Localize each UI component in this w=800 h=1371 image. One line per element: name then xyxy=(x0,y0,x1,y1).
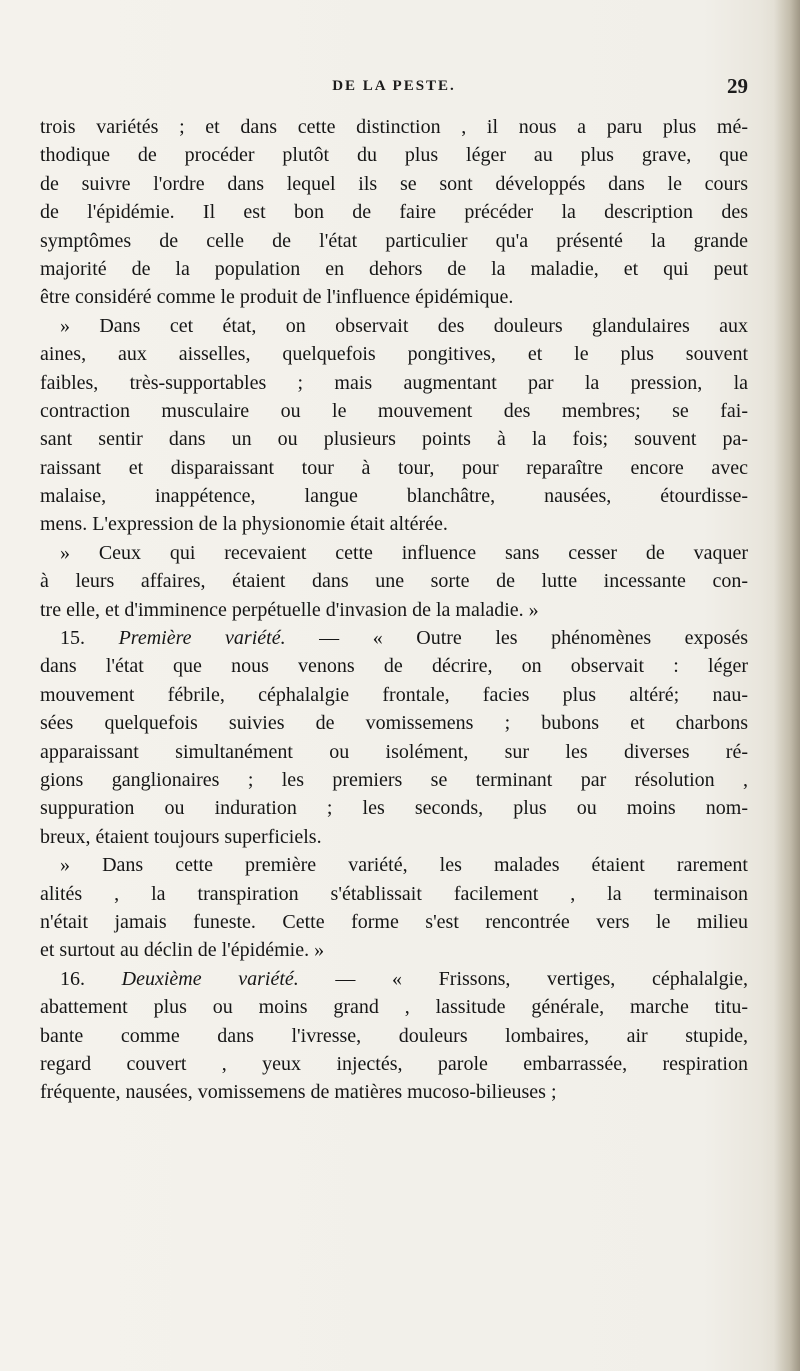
text-line xyxy=(40,283,748,311)
line-text: fréquente, nausées, vomissemens de matières mucoso-bilieuses ; xyxy=(40,1081,557,1104)
text-line xyxy=(40,567,748,595)
line-text: sées quelquefois suivies de vomissemens ; bubons et charbons xyxy=(40,712,748,735)
text-line xyxy=(40,681,748,709)
line-text: contraction musculaire ou le mouvement des membres; se fai- xyxy=(40,399,748,422)
line-text: tre elle, et d'imminence perpétuelle d'invasion de la maladie. » xyxy=(40,598,539,621)
text-line xyxy=(40,1050,748,1078)
text-line xyxy=(40,908,748,936)
text-line xyxy=(40,1022,748,1050)
section-number: 15. xyxy=(60,627,119,650)
line-text: sant sentir dans un ou plusieurs points à la fois; souvent pa- xyxy=(40,428,748,451)
line-text: faibles, très-supportables ; mais augmentant par la pression, la xyxy=(40,371,748,394)
running-head-title: DE LA PESTE. xyxy=(332,78,456,94)
line-text: » Ceux qui recevaient cette influence sans cesser de vaquer xyxy=(60,541,748,564)
line-text: — « Outre les phénomènes exposés xyxy=(285,627,748,650)
section-number: 16. xyxy=(60,967,122,990)
line-text: de l'épidémie. Il est bon de faire précéder la description des xyxy=(40,201,748,224)
line-text: gions ganglionaires ; les premiers se terminant par résolution , xyxy=(40,768,748,791)
line-text: » Dans cette première variété, les malades étaient rarement xyxy=(60,854,748,877)
text-line xyxy=(40,766,748,794)
text-line xyxy=(40,539,748,567)
text-line xyxy=(40,425,748,453)
line-text: symptômes de celle de l'état particulier qu'a présenté la grande xyxy=(40,229,748,252)
line-text: n'était jamais funeste. Cette forme s'est rencontrée vers le milieu xyxy=(40,910,748,933)
text-line xyxy=(40,198,748,226)
text-line xyxy=(40,624,748,652)
text-line xyxy=(40,823,748,851)
section-heading: Première variété. xyxy=(118,627,286,650)
text-line xyxy=(40,936,748,964)
page-number: 29 xyxy=(727,74,748,98)
line-text: alités , la transpiration s'établissait facilement , la terminaison xyxy=(40,882,748,905)
text-line xyxy=(40,993,748,1021)
line-text: abattement plus ou moins grand , lassitude générale, marche titu- xyxy=(40,996,748,1019)
line-text: regard couvert , yeux injectés, parole embarrassée, respiration xyxy=(40,1052,748,1075)
section-heading: Deuxième variété. xyxy=(121,967,299,990)
text-line xyxy=(40,141,748,169)
line-text: mouvement fébrile, céphalalgie frontale, facies plus altéré; nau- xyxy=(40,683,748,706)
line-text: de suivre l'ordre dans lequel ils se sont développés dans le cours xyxy=(40,172,748,195)
body-text xyxy=(40,113,748,1107)
line-text: et surtout au déclin de l'épidémie. » xyxy=(40,939,325,962)
line-text: aines, aux aisselles, quelquefois pongitives, et le plus souvent xyxy=(40,343,748,366)
text-line xyxy=(40,369,748,397)
line-text: être considéré comme le produit de l'influence épidémique. xyxy=(40,286,514,309)
text-line xyxy=(40,397,748,425)
text-line xyxy=(40,965,748,993)
text-line xyxy=(40,794,748,822)
line-text: bante comme dans l'ivresse, douleurs lombaires, air stupide, xyxy=(40,1024,748,1047)
line-text: malaise, inappétence, langue blanchâtre, nausées, étourdisse- xyxy=(40,485,748,508)
text-line xyxy=(40,454,748,482)
line-text: à leurs affaires, étaient dans une sorte de lutte incessante con- xyxy=(40,570,748,593)
text-line xyxy=(40,1078,748,1106)
line-text: raissant et disparaissant tour à tour, pour reparaître encore avec xyxy=(40,456,748,479)
text-line xyxy=(40,880,748,908)
line-text: thodique de procéder plutôt du plus léger au plus grave, que xyxy=(40,144,748,167)
page-edge-shadow xyxy=(774,0,800,1371)
text-line xyxy=(40,340,748,368)
text-line xyxy=(40,170,748,198)
line-text: » Dans cet état, on observait des douleurs glandulaires aux xyxy=(60,314,748,337)
line-text: trois variétés ; et dans cette distinction , il nous a paru plus mé- xyxy=(40,116,748,138)
text-line xyxy=(40,227,748,255)
running-head xyxy=(40,74,748,104)
text-line xyxy=(40,709,748,737)
text-line xyxy=(40,482,748,510)
text-line xyxy=(40,312,748,340)
text-line xyxy=(40,596,748,624)
line-text: majorité de la population en dehors de la maladie, et qui peut xyxy=(40,257,748,280)
line-text: apparaissant simultanément ou isolément, sur les diverses ré- xyxy=(40,740,748,763)
text-line xyxy=(40,113,748,141)
line-text: suppuration ou induration ; les seconds, plus ou moins nom- xyxy=(40,797,748,820)
text-line xyxy=(40,510,748,538)
text-line xyxy=(40,851,748,879)
text-line xyxy=(40,255,748,283)
line-text: dans l'état que nous venons de décrire, on observait : léger xyxy=(40,655,748,678)
line-text: — « Frissons, vertiges, céphalalgie, xyxy=(298,967,748,990)
text-line xyxy=(40,652,748,680)
line-text: breux, étaient toujours superficiels. xyxy=(40,825,322,848)
text-line xyxy=(40,738,748,766)
line-text: mens. L'expression de la physionomie était altérée. xyxy=(40,513,448,536)
